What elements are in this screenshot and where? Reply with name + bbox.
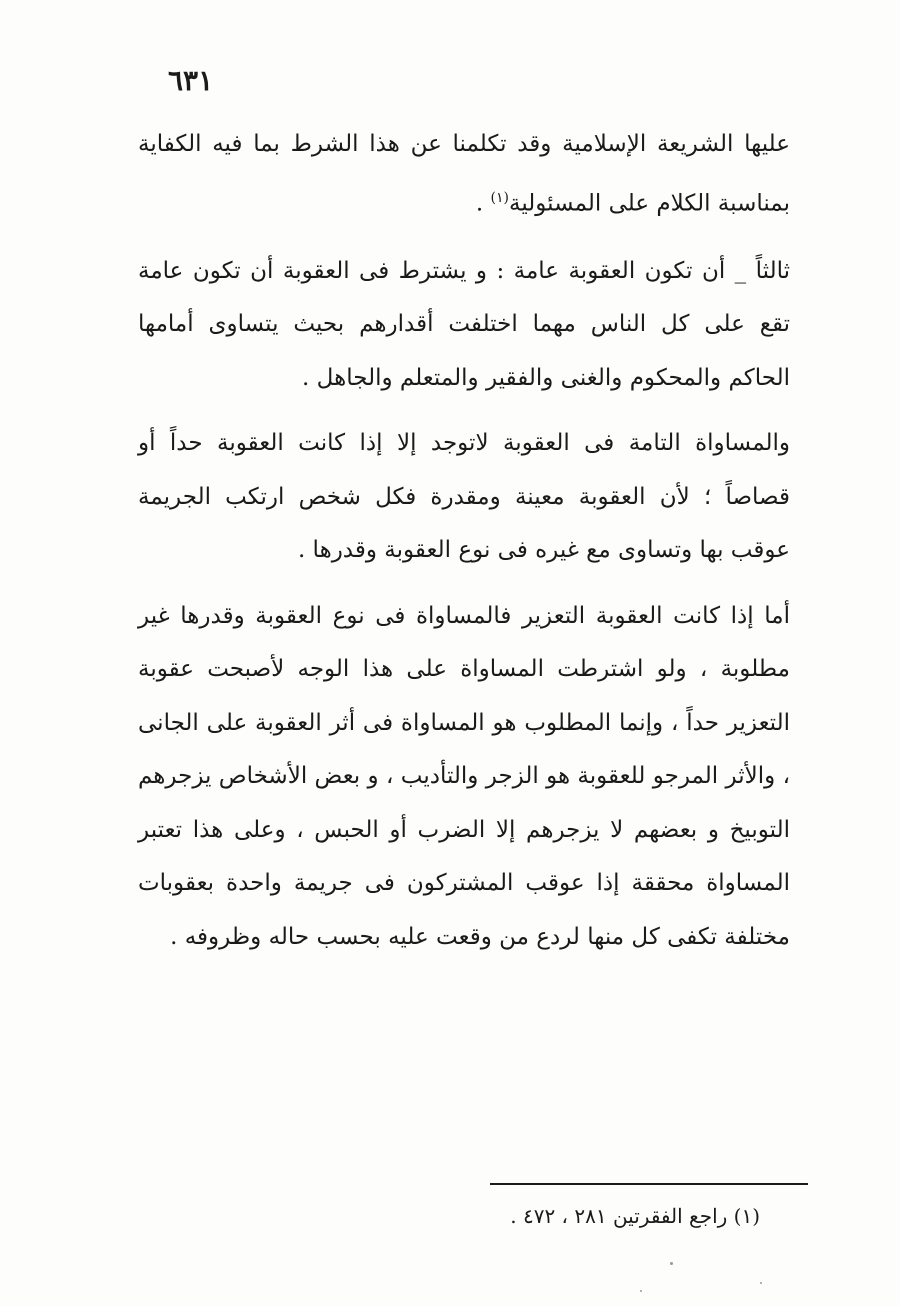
page-number: ٦٣١ <box>168 64 214 97</box>
paragraph-2: ثالثاً _ أن تكون العقوبة عامة : و يشترط فى العقوبة أن تكون عامة تقع على كل الناس مهما اختلفت أقدارهم بحيث يتساوى أمامها الحاكم والمحكوم والغنى والفقير والمتعلم والجاهل . <box>138 257 790 391</box>
scan-speck <box>670 1262 673 1265</box>
paragraph-1-text: عليها الشريعة الإسلامية وقد تكلمنا عن هذا الشرط بما فيه الكفاية بمناسبة الكلام على المسئولية <box>138 131 790 217</box>
footnote: (١) راجع الفقرتين ٢٨١ ، ٤٧٢ . <box>510 1204 760 1228</box>
footnote-divider <box>490 1183 808 1185</box>
paragraph-4: أما إذا كانت العقوبة التعزير فالمساواة فى نوع العقوبة وقدرها غير مطلوبة ، ولو اشترطت المساواة على هذا الوجه لأصبحت عقوبة التعزير حداً ، وإنما المطلوب هو المساواة فى أثر العقوبة على الجانى ، والأثر المرجو للعقوبة هو الزجر والتأديب ، و بعض الأشخاص يزجرهم التوبيخ و بعضهم لا يزجرهم إلا الضرب أو الحبس ، وعلى هذا تعتبر المساواة محققة إذا عوقب المشتركون فى جريمة واحدة بعقوبات مختلفة تكفى كل منها لردع من وقعت عليه بحسب حاله وظروفه . <box>138 602 790 950</box>
scan-speck <box>640 1290 642 1292</box>
paragraph-1 <box>138 118 790 231</box>
footnote-reference: (١) <box>490 189 509 206</box>
paragraph-3: والمساواة التامة فى العقوبة لاتوجد إلا إذا كانت العقوبة حداً أو قصاصاً ؛ لأن العقوبة معينة ومقدرة فكل شخص ارتكب الجريمة عوقب بها وتساوى مع غيره فى نوع العقوبة وقدرها . <box>138 430 790 564</box>
main-text <box>138 118 790 964</box>
paragraph-1-end: . <box>475 190 491 217</box>
scan-speck <box>760 1282 762 1284</box>
